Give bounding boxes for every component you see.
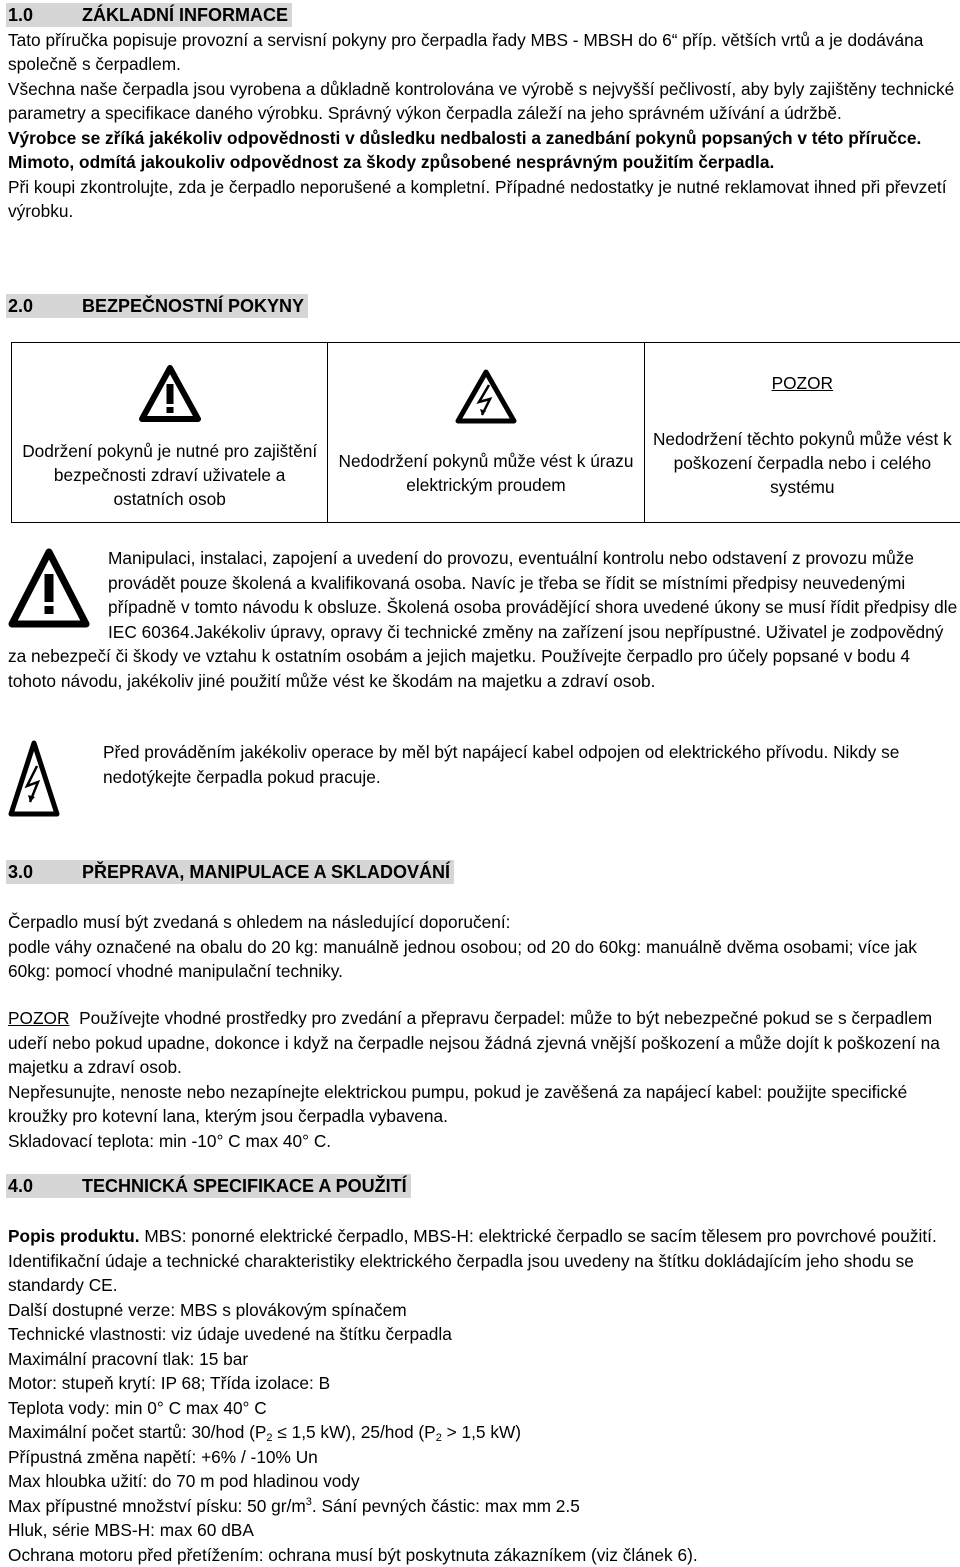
transport-notes: POZOR Používejte vhodné prostředky pro zvedání a přepravu čerpadel: může to být nebezpečné pokud se s čerpadlem udeří nebo pokud upadne, dokonce i když na čerpadle nejsou žádná zjevná vnější poškození a může dojít k poškození na majetku a zdraví osob. Nepřesunujte, nenoste nebo nezapínejte elektrickou pumpu, pokud je zavěšená za napájecí kabel: použijte specifické kroužky pro kotevní lana, kterým jsou čerpadla vybavena. Skladovací teplota: min -10° C max 40° C. [8,1006,958,1153]
spec-line: Další dostupné verze: MBS s plovákovým spínačem [8,1298,960,1323]
safety-cell-electric: Nedodržení pokynů může vést k úrazu elektrickým proudem [328,343,644,523]
pozor-label: POZOR [8,1008,69,1028]
safety-cell-pozor: POZOR Nedodržení těchto pokynů může vést k poškození čerpadla nebo i celého systému [644,343,960,523]
spec-line: Motor: stupeň krytí: IP 68; Třída izolace: B [8,1371,960,1396]
lifting-recommendations: Čerpadlo musí být zvedaná s ohledem na následující doporučení: podle váhy označené na obalu do 20 kg: manuálně jednou osobou; od 20 do 60kg: manuálně dvěma osobami; více jak 60kg: pomocí vhodné manipulační techniky. [8,910,958,984]
section-heading: 2.0 BEZPEČNOSTNÍ POKYNY [6,294,308,318]
paragraph: Tato příručka popisuje provozní a servisní pokyny pro čerpadla řady MBS - MBSH do 6“ příp. větších vrtů a je dodávána společně s čerpadlem. [8,28,958,77]
spec-line: Maximální počet startů: 30/hod ($P_2 \le 1,5$ kW), 25/hod ($P_2 > 1,5$ kW) [8,1420,960,1445]
electric-hazard-icon [8,740,60,818]
section-basic-info [8,3,958,224]
paragraph: Manipulaci, instalaci, zapojení a uvedení do provozu, eventuální kontrolu nebo odstavení z provozu může provádět pouze školená a kvalifikovaná osoba. Navíc je třeba se řídit se místními předpisy neuvedenými případně v tomto návodu k obsluze. Školená osoba provádějící shora uvedené úkony se musí řídit předpisy dle IEC 60364.Jakékoliv úpravy, opravy či technické změny na zařízení jsou nepřípustné. Uživatel je zodpovědný za nebezpečí či škody ve vztahu k ostatním osobám a jejich majetku. Používejte čerpadlo pro účely popsané v bodu 4 tohoto návodu, jakékoliv jiné použití může vést ke škodám na majetku a zdraví osob. [8,546,958,693]
spec-line: Hluk, série MBS-H: max 60 dBA [8,1518,960,1543]
paragraph: Při koupi zkontrolujte, zda je čerpadlo neporušené a kompletní. Případné nedostatky je nutné reklamovat ihned při převzetí výrobku. [8,175,958,224]
paragraph: Před prováděním jakékoliv operace by měl být napájecí kabel odpojen od elektrického přívodu. Nikdy se nedotýkejte čerpadla pokud pracuje. [8,740,958,789]
electric-hazard-icon [455,369,517,425]
pozor-label: POZOR [645,371,960,396]
spec-line: Technické vlastnosti: viz údaje uvedené na štítku čerpadla [8,1322,960,1347]
warning-triangle-icon [8,548,90,628]
spec-line: Max přípustné množství písku: 50 $gr/m^3$. Sání pevných částic: max mm 2.5 [8,1494,960,1519]
safety-symbols-table [11,342,960,523]
warning-block-electric [8,740,958,820]
section-heading: 1.0 ZÁKLADNÍ INFORMACE [6,3,292,27]
paragraph: Všechna naše čerpadla jsou vyrobena a důkladně kontrolována ve výrobě s nejvyšší pečlivostí, aby byly zajištěny technické parametry a specifikace daného výrobku. Správný výkon čerpadla záleží na jeho správném užívání a údržbě. [8,77,958,126]
spec-line: Ochrana motoru před přetížením: ochrana musí být poskytnuta zákazníkem (viz článek 6). [8,1543,960,1567]
spec-line: Maximální pracovní tlak: 15 bar [8,1347,960,1372]
section-heading: 4.0 TECHNICKÁ SPECIFIKACE A POUŽITÍ [6,1174,411,1198]
technical-specification: Popis produktu. MBS: ponorné elektrické čerpadlo, MBS-H: elektrické čerpadlo se sacím tělesem pro povrchové použití. Identifikační údaje a technické charakteristiky elektrického čerpadla jsou uvedeny na štítku dokládajícím jeho shodu se standardy CE. Další dostupné verze: MBS s plovákovým spínačem Technické vlastnosti: viz údaje uvedené na štítku čerpadla Maximální pracovní tlak: 15 bar Motor: stupeň krytí: IP 68; Třída izolace: B Teplota vody: min 0° C max 40° C Maximální počet startů: 30/hod ($P_2 \le 1,5$ kW), 25/hod ($P_2 > 1,5$ kW) Přípustná změna napětí: +6% / -10% Un Max hloubka užití: do 70 m pod hladinou vody Max přípustné množství písku: 50 $gr/m^3$. Sání pevných částic: max mm 2.5 Hluk, série MBS-H: max 60 dBA Ochrana motoru před přetížením: ochrana musí být poskytnuta zákazníkem (viz článek 6). [8,1224,960,1567]
section-heading: 3.0 PŘEPRAVA, MANIPULACE A SKLADOVÁNÍ [6,860,454,884]
safety-cell-general: Dodržení pokynů je nutné pro zajištění bezpečnosti zdraví uživatele a ostatních osob [12,343,328,523]
warning-block-general [8,546,958,693]
spec-line: Přípustná změna napětí: +6% / -10% Un [8,1445,960,1470]
warning-triangle-icon [139,365,201,423]
disclaimer-paragraph: Výrobce se zříká jakékoliv odpovědnosti v důsledku nedbalosti a zanedbání pokynů popsaných v této příručce. Mimoto, odmítá jakoukoliv odpovědnost za škody způsobené nesprávným použitím čerpadla. [8,126,958,175]
spec-line: Max hloubka užití: do 70 m pod hladinou vody [8,1469,960,1494]
spec-line: Teplota vody: min 0° C max 40° C [8,1396,960,1421]
